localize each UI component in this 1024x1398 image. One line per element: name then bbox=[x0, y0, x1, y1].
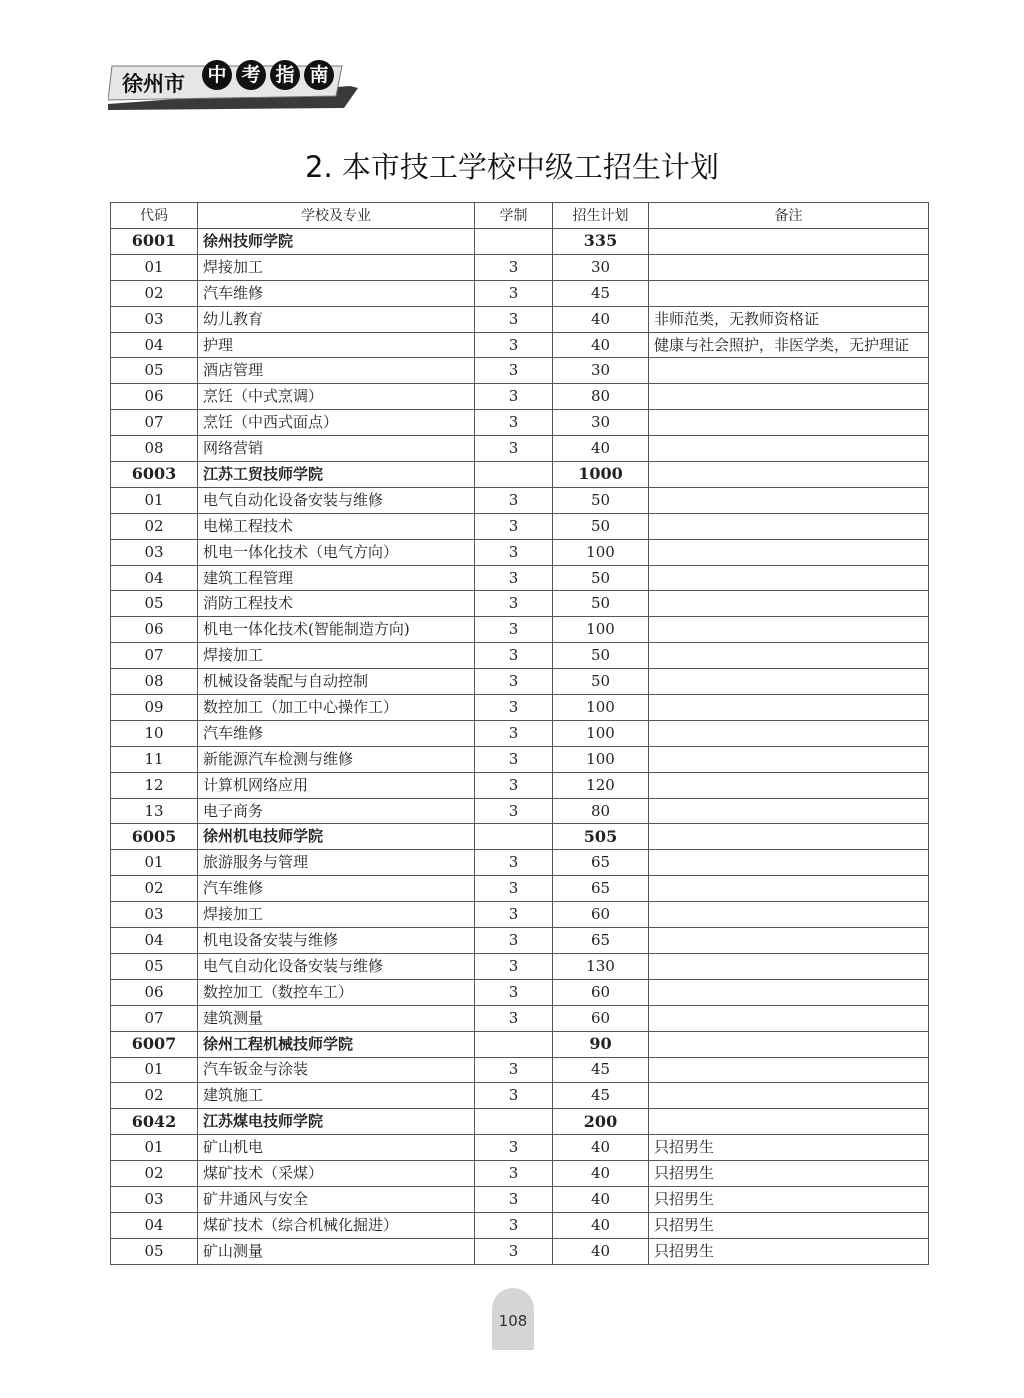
cell-name: 徐州工程机械技师学院 bbox=[198, 1031, 475, 1057]
cell-plan: 60 bbox=[553, 1005, 649, 1031]
table-header-row bbox=[111, 203, 929, 229]
cell-code: 06 bbox=[111, 979, 198, 1005]
major-row bbox=[111, 643, 929, 669]
cell-code: 03 bbox=[111, 902, 198, 928]
major-row bbox=[111, 1212, 929, 1238]
cell-code: 02 bbox=[111, 513, 198, 539]
major-row bbox=[111, 928, 929, 954]
cell-name: 数控加工（加工中心操作工） bbox=[198, 695, 475, 721]
cell-name: 汽车维修 bbox=[198, 876, 475, 902]
cell-years: 3 bbox=[475, 1238, 553, 1264]
cell-years: 3 bbox=[475, 643, 553, 669]
cell-plan: 60 bbox=[553, 979, 649, 1005]
cell-years: 3 bbox=[475, 1005, 553, 1031]
column-header-school-major: 学校及专业 bbox=[198, 203, 475, 229]
cell-note bbox=[649, 462, 929, 488]
cell-code: 04 bbox=[111, 928, 198, 954]
cell-code: 09 bbox=[111, 695, 198, 721]
cell-years: 3 bbox=[475, 565, 553, 591]
cell-name: 矿山测量 bbox=[198, 1238, 475, 1264]
cell-note bbox=[649, 1057, 929, 1083]
cell-name: 酒店管理 bbox=[198, 358, 475, 384]
cell-plan: 65 bbox=[553, 928, 649, 954]
cell-plan: 40 bbox=[553, 306, 649, 332]
cell-note bbox=[649, 229, 929, 255]
cell-name: 机电一体化技术（电气方向） bbox=[198, 539, 475, 565]
cell-plan: 45 bbox=[553, 1083, 649, 1109]
cell-code: 6007 bbox=[111, 1031, 198, 1057]
cell-code: 03 bbox=[111, 539, 198, 565]
cell-note bbox=[649, 979, 929, 1005]
cell-plan: 40 bbox=[553, 1212, 649, 1238]
column-header-code: 代码 bbox=[111, 203, 198, 229]
cell-plan: 100 bbox=[553, 539, 649, 565]
cell-code: 11 bbox=[111, 746, 198, 772]
cell-name: 焊接加工 bbox=[198, 902, 475, 928]
cell-plan: 50 bbox=[553, 669, 649, 695]
cell-note bbox=[649, 746, 929, 772]
header-city: 徐州市 bbox=[122, 72, 185, 96]
cell-name: 数控加工（数控车工） bbox=[198, 979, 475, 1005]
cell-years bbox=[475, 462, 553, 488]
cell-years bbox=[475, 824, 553, 850]
cell-years: 3 bbox=[475, 306, 553, 332]
major-row bbox=[111, 617, 929, 643]
major-row bbox=[111, 720, 929, 746]
cell-plan: 100 bbox=[553, 695, 649, 721]
major-row bbox=[111, 1057, 929, 1083]
cell-note bbox=[649, 436, 929, 462]
cell-years: 3 bbox=[475, 487, 553, 513]
cell-plan: 30 bbox=[553, 358, 649, 384]
cell-plan: 40 bbox=[553, 1238, 649, 1264]
cell-plan: 50 bbox=[553, 513, 649, 539]
cell-years: 3 bbox=[475, 772, 553, 798]
cell-plan: 40 bbox=[553, 1186, 649, 1212]
cell-name: 焊接加工 bbox=[198, 254, 475, 280]
cell-name: 机电一体化技术(智能制造方向) bbox=[198, 617, 475, 643]
cell-plan: 40 bbox=[553, 332, 649, 358]
school-row bbox=[111, 824, 929, 850]
cell-code: 10 bbox=[111, 720, 198, 746]
cell-years: 3 bbox=[475, 410, 553, 436]
school-row bbox=[111, 462, 929, 488]
cell-note bbox=[649, 824, 929, 850]
page-number: 108 bbox=[498, 1312, 528, 1330]
cell-plan: 100 bbox=[553, 617, 649, 643]
cell-code: 12 bbox=[111, 772, 198, 798]
cell-years: 3 bbox=[475, 332, 553, 358]
cell-note bbox=[649, 720, 929, 746]
cell-note bbox=[649, 565, 929, 591]
cell-code: 05 bbox=[111, 1238, 198, 1264]
cell-code: 6005 bbox=[111, 824, 198, 850]
cell-name: 电子商务 bbox=[198, 798, 475, 824]
cell-code: 08 bbox=[111, 669, 198, 695]
cell-code: 06 bbox=[111, 617, 198, 643]
cell-note bbox=[649, 254, 929, 280]
cell-name: 煤矿技术（采煤） bbox=[198, 1161, 475, 1187]
cell-plan: 30 bbox=[553, 410, 649, 436]
cell-years: 3 bbox=[475, 591, 553, 617]
school-row bbox=[111, 1109, 929, 1135]
cell-note bbox=[649, 280, 929, 306]
major-row bbox=[111, 280, 929, 306]
cell-plan: 335 bbox=[553, 229, 649, 255]
cell-code: 01 bbox=[111, 487, 198, 513]
cell-plan: 65 bbox=[553, 850, 649, 876]
major-row bbox=[111, 539, 929, 565]
cell-years: 3 bbox=[475, 1083, 553, 1109]
cell-plan: 50 bbox=[553, 487, 649, 513]
cell-name: 烹饪（中式烹调） bbox=[198, 384, 475, 410]
cell-name: 幼儿教育 bbox=[198, 306, 475, 332]
cell-name: 矿山机电 bbox=[198, 1135, 475, 1161]
cell-years: 3 bbox=[475, 254, 553, 280]
cell-note: 健康与社会照护，非医学类，无护理证 bbox=[649, 332, 929, 358]
cell-name: 网络营销 bbox=[198, 436, 475, 462]
cell-code: 05 bbox=[111, 358, 198, 384]
cell-note bbox=[649, 617, 929, 643]
cell-years: 3 bbox=[475, 798, 553, 824]
cell-years: 3 bbox=[475, 1057, 553, 1083]
cell-name: 旅游服务与管理 bbox=[198, 850, 475, 876]
enrollment-table bbox=[110, 202, 929, 1265]
cell-plan: 90 bbox=[553, 1031, 649, 1057]
cell-name: 汽车钣金与涂装 bbox=[198, 1057, 475, 1083]
cell-code: 04 bbox=[111, 332, 198, 358]
cell-years: 3 bbox=[475, 436, 553, 462]
column-header-note: 备注 bbox=[649, 203, 929, 229]
major-row bbox=[111, 746, 929, 772]
column-header-plan: 招生计划 bbox=[553, 203, 649, 229]
cell-name: 机电设备安装与维修 bbox=[198, 928, 475, 954]
cell-plan: 100 bbox=[553, 746, 649, 772]
cell-code: 01 bbox=[111, 1135, 198, 1161]
major-row bbox=[111, 1005, 929, 1031]
header-banner bbox=[108, 56, 358, 112]
cell-note bbox=[649, 487, 929, 513]
major-row bbox=[111, 669, 929, 695]
cell-plan: 45 bbox=[553, 1057, 649, 1083]
cell-code: 01 bbox=[111, 850, 198, 876]
cell-name: 建筑测量 bbox=[198, 1005, 475, 1031]
cell-plan: 50 bbox=[553, 643, 649, 669]
column-header-years: 学制 bbox=[475, 203, 553, 229]
cell-note bbox=[649, 850, 929, 876]
guide-char: 南 bbox=[304, 60, 334, 90]
cell-years: 3 bbox=[475, 617, 553, 643]
major-row bbox=[111, 1083, 929, 1109]
cell-note bbox=[649, 1005, 929, 1031]
major-row bbox=[111, 513, 929, 539]
major-row bbox=[111, 876, 929, 902]
cell-note: 只招男生 bbox=[649, 1212, 929, 1238]
cell-years: 3 bbox=[475, 720, 553, 746]
cell-note bbox=[649, 695, 929, 721]
cell-note bbox=[649, 591, 929, 617]
major-row bbox=[111, 695, 929, 721]
cell-note bbox=[649, 358, 929, 384]
cell-name: 矿井通风与安全 bbox=[198, 1186, 475, 1212]
cell-plan: 505 bbox=[553, 824, 649, 850]
cell-name: 电气自动化设备安装与维修 bbox=[198, 953, 475, 979]
cell-plan: 120 bbox=[553, 772, 649, 798]
cell-years: 3 bbox=[475, 953, 553, 979]
cell-name: 护理 bbox=[198, 332, 475, 358]
major-row bbox=[111, 487, 929, 513]
cell-code: 07 bbox=[111, 643, 198, 669]
school-row bbox=[111, 1031, 929, 1057]
cell-note bbox=[649, 772, 929, 798]
cell-years: 3 bbox=[475, 280, 553, 306]
cell-code: 02 bbox=[111, 1083, 198, 1109]
cell-note: 只招男生 bbox=[649, 1238, 929, 1264]
cell-note bbox=[649, 410, 929, 436]
cell-note bbox=[649, 1083, 929, 1109]
cell-name: 徐州技师学院 bbox=[198, 229, 475, 255]
cell-years: 3 bbox=[475, 695, 553, 721]
cell-years: 3 bbox=[475, 513, 553, 539]
cell-plan: 50 bbox=[553, 565, 649, 591]
major-row bbox=[111, 1161, 929, 1187]
major-row bbox=[111, 953, 929, 979]
cell-name: 江苏工贸技师学院 bbox=[198, 462, 475, 488]
cell-years: 3 bbox=[475, 384, 553, 410]
cell-code: 03 bbox=[111, 1186, 198, 1212]
cell-plan: 100 bbox=[553, 720, 649, 746]
cell-years: 3 bbox=[475, 1135, 553, 1161]
cell-name: 建筑施工 bbox=[198, 1083, 475, 1109]
major-row bbox=[111, 358, 929, 384]
cell-years bbox=[475, 229, 553, 255]
cell-code: 06 bbox=[111, 384, 198, 410]
page-title: 2. 本市技工学校中级工招生计划 bbox=[305, 150, 719, 184]
cell-code: 01 bbox=[111, 254, 198, 280]
major-row bbox=[111, 306, 929, 332]
cell-plan: 40 bbox=[553, 436, 649, 462]
cell-note bbox=[649, 1109, 929, 1135]
major-row bbox=[111, 565, 929, 591]
cell-name: 汽车维修 bbox=[198, 280, 475, 306]
major-row bbox=[111, 436, 929, 462]
cell-note bbox=[649, 902, 929, 928]
cell-code: 03 bbox=[111, 306, 198, 332]
cell-years bbox=[475, 1109, 553, 1135]
cell-name: 电梯工程技术 bbox=[198, 513, 475, 539]
cell-code: 6001 bbox=[111, 229, 198, 255]
cell-note bbox=[649, 876, 929, 902]
cell-code: 6042 bbox=[111, 1109, 198, 1135]
major-row bbox=[111, 1186, 929, 1212]
cell-plan: 60 bbox=[553, 902, 649, 928]
cell-name: 新能源汽车检测与维修 bbox=[198, 746, 475, 772]
cell-note bbox=[649, 643, 929, 669]
cell-note bbox=[649, 513, 929, 539]
cell-code: 02 bbox=[111, 1161, 198, 1187]
major-row bbox=[111, 254, 929, 280]
major-row bbox=[111, 384, 929, 410]
cell-plan: 40 bbox=[553, 1161, 649, 1187]
cell-years: 3 bbox=[475, 669, 553, 695]
cell-years: 3 bbox=[475, 358, 553, 384]
major-row bbox=[111, 850, 929, 876]
cell-name: 汽车维修 bbox=[198, 720, 475, 746]
cell-code: 04 bbox=[111, 565, 198, 591]
cell-name: 江苏煤电技师学院 bbox=[198, 1109, 475, 1135]
cell-plan: 200 bbox=[553, 1109, 649, 1135]
cell-years: 3 bbox=[475, 1161, 553, 1187]
school-row bbox=[111, 229, 929, 255]
table-body bbox=[111, 229, 929, 1265]
cell-name: 建筑工程管理 bbox=[198, 565, 475, 591]
cell-plan: 40 bbox=[553, 1135, 649, 1161]
cell-code: 08 bbox=[111, 436, 198, 462]
cell-note bbox=[649, 384, 929, 410]
cell-plan: 80 bbox=[553, 798, 649, 824]
cell-years: 3 bbox=[475, 850, 553, 876]
cell-plan: 50 bbox=[553, 591, 649, 617]
cell-note: 只招男生 bbox=[649, 1186, 929, 1212]
cell-name: 机械设备装配与自动控制 bbox=[198, 669, 475, 695]
major-row bbox=[111, 410, 929, 436]
cell-code: 6003 bbox=[111, 462, 198, 488]
cell-code: 02 bbox=[111, 280, 198, 306]
guide-char: 考 bbox=[236, 60, 266, 90]
cell-note: 只招男生 bbox=[649, 1135, 929, 1161]
cell-name: 消防工程技术 bbox=[198, 591, 475, 617]
cell-note: 非师范类，无教师资格证 bbox=[649, 306, 929, 332]
cell-code: 01 bbox=[111, 1057, 198, 1083]
major-row bbox=[111, 591, 929, 617]
cell-note bbox=[649, 798, 929, 824]
cell-code: 13 bbox=[111, 798, 198, 824]
cell-note bbox=[649, 953, 929, 979]
cell-plan: 130 bbox=[553, 953, 649, 979]
cell-years: 3 bbox=[475, 746, 553, 772]
cell-note bbox=[649, 669, 929, 695]
cell-plan: 45 bbox=[553, 280, 649, 306]
cell-name: 焊接加工 bbox=[198, 643, 475, 669]
guide-char: 中 bbox=[202, 60, 232, 90]
cell-note bbox=[649, 539, 929, 565]
cell-years: 3 bbox=[475, 1212, 553, 1238]
cell-note bbox=[649, 1031, 929, 1057]
cell-years: 3 bbox=[475, 1186, 553, 1212]
cell-plan: 30 bbox=[553, 254, 649, 280]
cell-note bbox=[649, 928, 929, 954]
cell-years: 3 bbox=[475, 539, 553, 565]
major-row bbox=[111, 772, 929, 798]
major-row bbox=[111, 979, 929, 1005]
major-row bbox=[111, 1238, 929, 1264]
cell-name: 徐州机电技师学院 bbox=[198, 824, 475, 850]
cell-code: 07 bbox=[111, 1005, 198, 1031]
cell-plan: 80 bbox=[553, 384, 649, 410]
cell-code: 04 bbox=[111, 1212, 198, 1238]
cell-name: 计算机网络应用 bbox=[198, 772, 475, 798]
cell-years bbox=[475, 1031, 553, 1057]
cell-name: 电气自动化设备安装与维修 bbox=[198, 487, 475, 513]
cell-code: 02 bbox=[111, 876, 198, 902]
major-row bbox=[111, 332, 929, 358]
cell-years: 3 bbox=[475, 876, 553, 902]
cell-plan: 65 bbox=[553, 876, 649, 902]
cell-code: 05 bbox=[111, 591, 198, 617]
cell-name: 烹饪（中西式面点） bbox=[198, 410, 475, 436]
major-row bbox=[111, 798, 929, 824]
cell-code: 05 bbox=[111, 953, 198, 979]
cell-plan: 1000 bbox=[553, 462, 649, 488]
cell-note: 只招男生 bbox=[649, 1161, 929, 1187]
guide-char: 指 bbox=[270, 60, 300, 90]
major-row bbox=[111, 902, 929, 928]
cell-years: 3 bbox=[475, 902, 553, 928]
cell-years: 3 bbox=[475, 928, 553, 954]
cell-years: 3 bbox=[475, 979, 553, 1005]
major-row bbox=[111, 1135, 929, 1161]
cell-name: 煤矿技术（综合机械化掘进） bbox=[198, 1212, 475, 1238]
cell-code: 07 bbox=[111, 410, 198, 436]
